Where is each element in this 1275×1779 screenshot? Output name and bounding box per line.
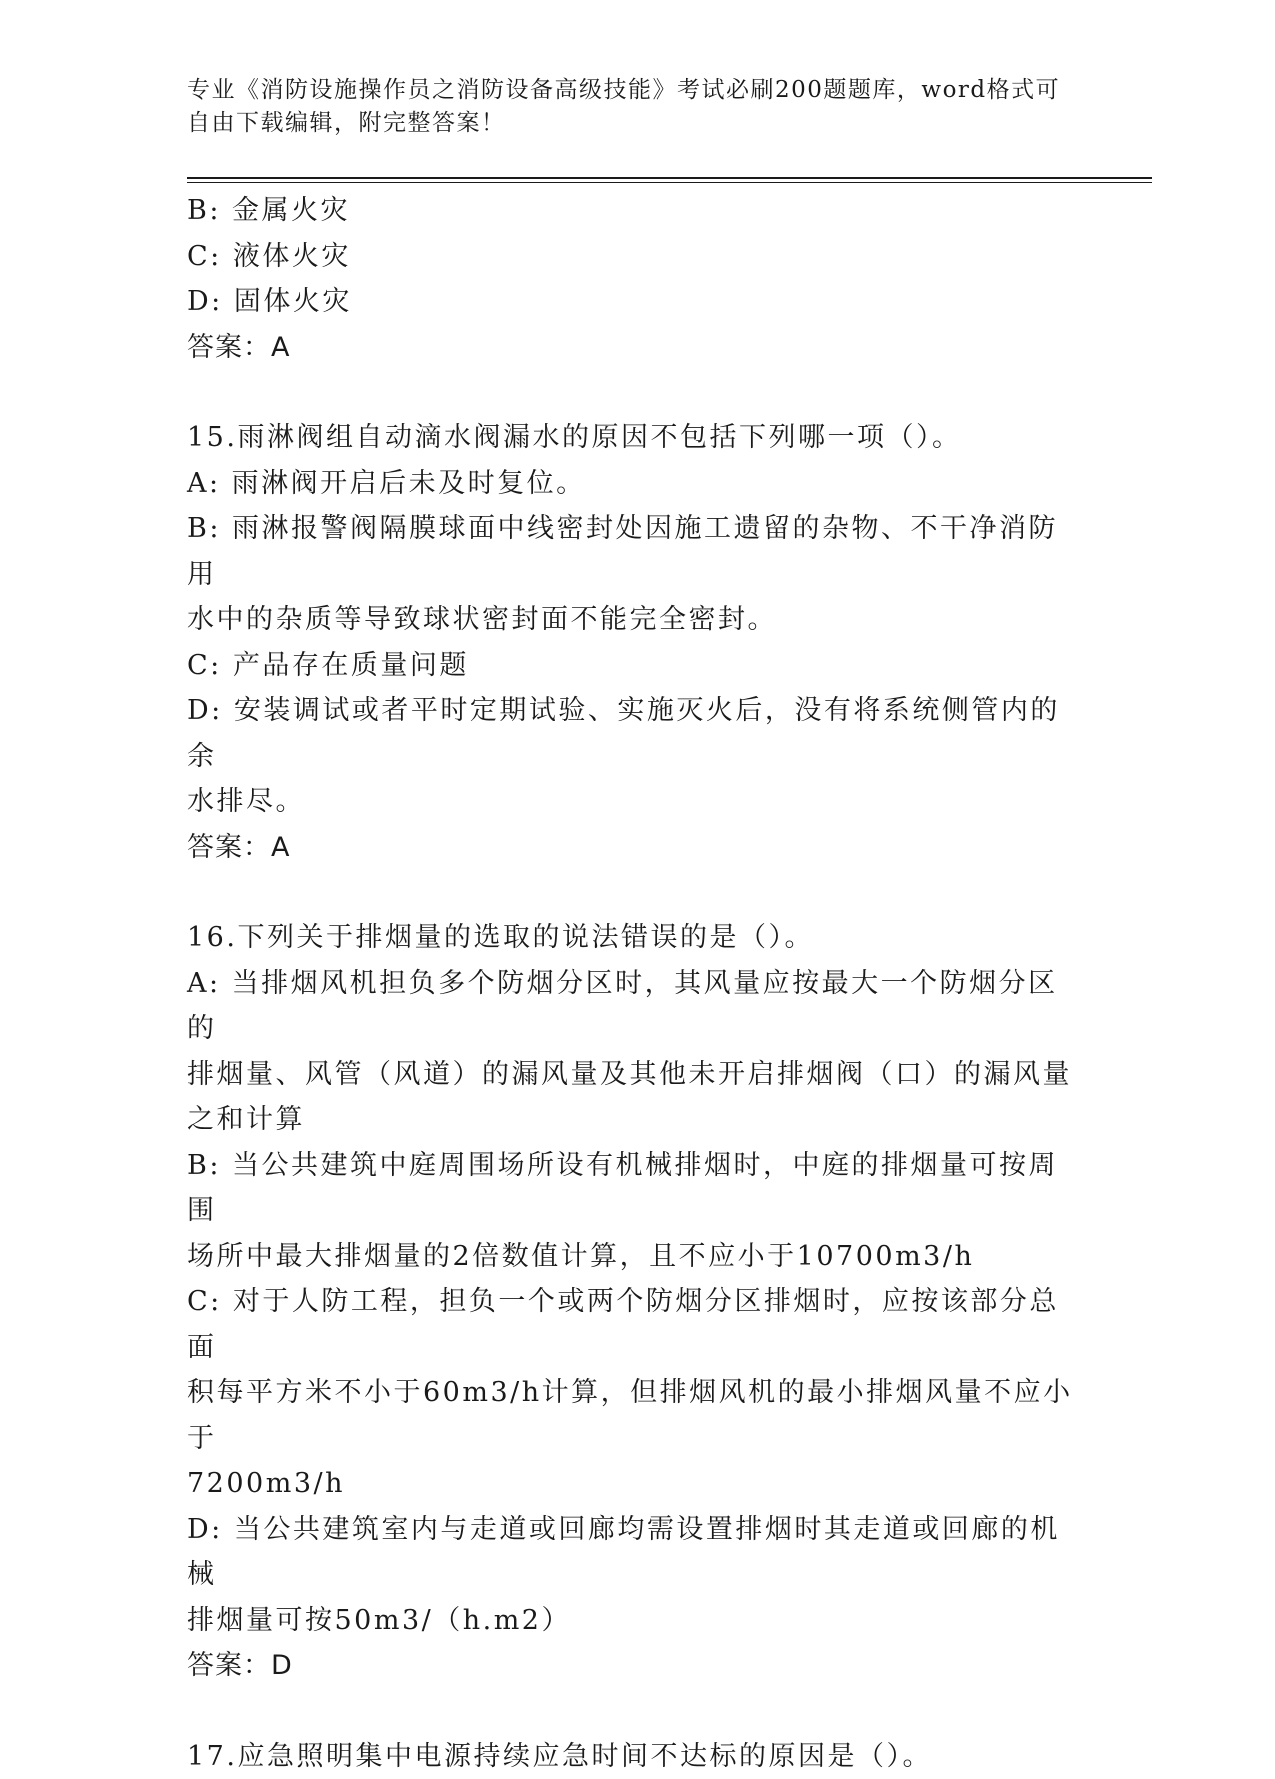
- q16-option-a-line-3: 之和计算: [187, 1097, 1087, 1143]
- q17-question-text: 17.应急照明集中电源持续应急时间不达标的原因是（）。: [187, 1734, 1087, 1779]
- q16-question-text: 16.下列关于排烟量的选取的说法错误的是（）。: [187, 915, 1087, 961]
- question-15: [187, 415, 1087, 870]
- q14-answer: 答案：A: [187, 325, 1087, 371]
- q14-option-c: C: 液体火灾: [187, 234, 1087, 280]
- q16-option-c-line-1: C: 对于人防工程，担负一个或两个防烟分区排烟时，应按该部分总面: [187, 1279, 1087, 1370]
- header-divider-thick: [187, 177, 1152, 179]
- q16-option-d-line-1: D: 当公共建筑室内与走道或回廊均需设置排烟时其走道或回廊的机械: [187, 1507, 1087, 1598]
- q16-option-a-line-2: 排烟量、风管（风道）的漏风量及其他未开启排烟阀（口）的漏风量: [187, 1052, 1087, 1098]
- q15-option-a: A: 雨淋阀开启后未及时复位。: [187, 461, 1087, 507]
- q16-option-a-line-1: A: 当排烟风机担负多个防烟分区时，其风量应按最大一个防烟分区的: [187, 961, 1087, 1052]
- header-divider-thin: [187, 182, 1152, 183]
- spacer: [187, 870, 1087, 915]
- page-header: [187, 74, 1067, 140]
- q15-option-d-line-1: D: 安装调试或者平时定期试验、实施灭火后，没有将系统侧管内的余: [187, 688, 1087, 779]
- document-body: [187, 188, 1087, 1779]
- question-14-tail: [187, 188, 1087, 370]
- q16-option-d-line-2: 排烟量可按50m3/（h.m2）: [187, 1598, 1087, 1644]
- q15-option-b-line-2: 水中的杂质等导致球状密封面不能完全密封。: [187, 597, 1087, 643]
- q15-option-d-line-2: 水排尽。: [187, 779, 1087, 825]
- header-title-line-1: 专业《消防设施操作员之消防设备高级技能》考试必刷200题题库，word格式可: [187, 74, 1067, 107]
- q16-option-b-line-2: 场所中最大排烟量的2倍数值计算，且不应小于10700m3/h: [187, 1234, 1087, 1280]
- q16-option-c-line-3: 7200m3/h: [187, 1461, 1087, 1507]
- q15-question-text: 15.雨淋阀组自动滴水阀漏水的原因不包括下列哪一项（）。: [187, 415, 1087, 461]
- question-16: [187, 915, 1087, 1689]
- q16-answer: 答案：D: [187, 1643, 1087, 1689]
- q15-answer: 答案：A: [187, 825, 1087, 871]
- spacer: [187, 1689, 1087, 1734]
- q14-option-b: B: 金属火灾: [187, 188, 1087, 234]
- question-17: [187, 1734, 1087, 1779]
- q15-option-b-line-1: B: 雨淋报警阀隔膜球面中线密封处因施工遗留的杂物、不干净消防用: [187, 506, 1087, 597]
- q16-option-c-line-2: 积每平方米不小于60m3/h计算，但排烟风机的最小排烟风量不应小于: [187, 1370, 1087, 1461]
- q14-option-d: D: 固体火灾: [187, 279, 1087, 325]
- header-title-line-2: 自由下载编辑，附完整答案！: [187, 107, 1067, 140]
- q16-option-b-line-1: B: 当公共建筑中庭周围场所设有机械排烟时，中庭的排烟量可按周围: [187, 1143, 1087, 1234]
- spacer: [187, 370, 1087, 415]
- q15-option-c: C: 产品存在质量问题: [187, 643, 1087, 689]
